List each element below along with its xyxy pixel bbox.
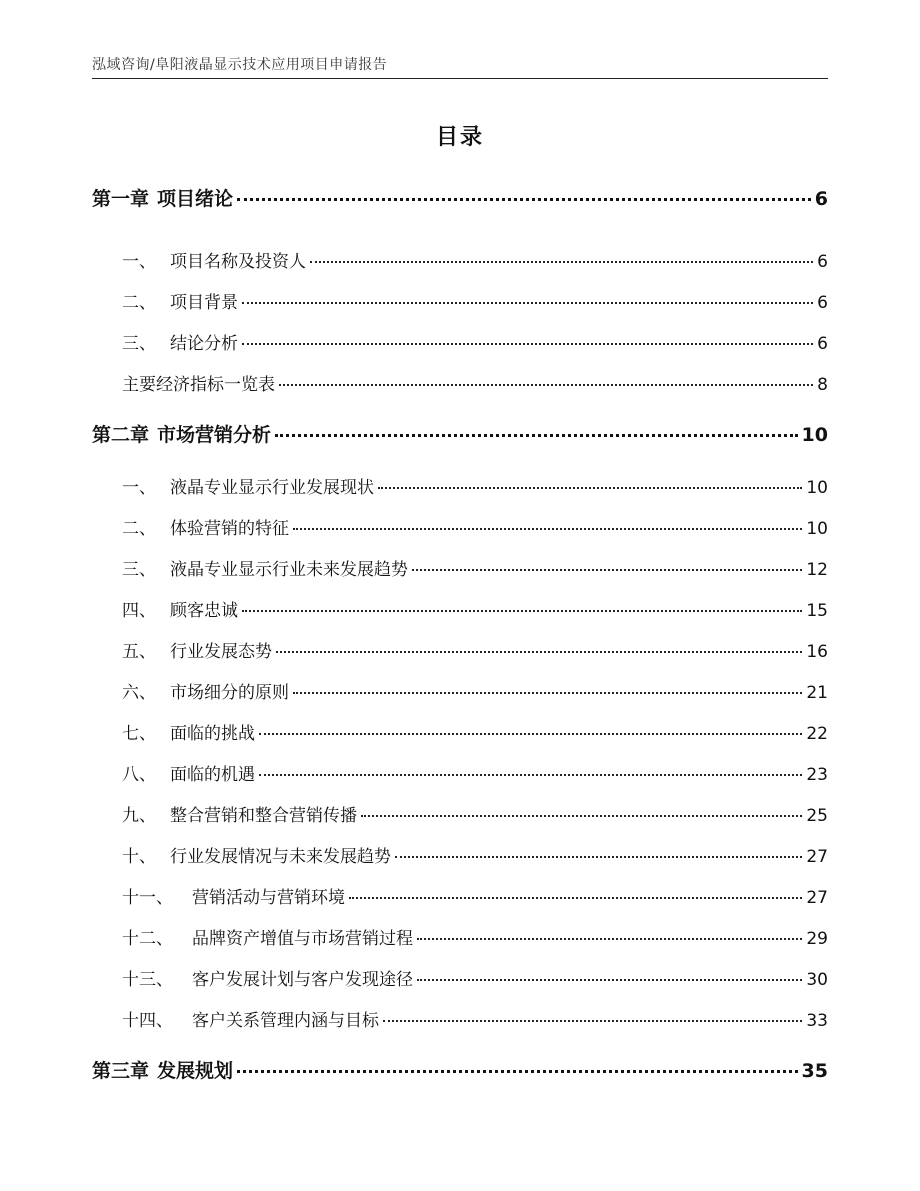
toc-entry-title: 营销活动与营销环境 — [192, 888, 345, 908]
toc-entry-page: 33 — [806, 1011, 828, 1031]
toc-entry-chapter-1[interactable] — [92, 184, 828, 211]
toc-entry-title: 项目背景 — [170, 293, 238, 313]
toc-entry-page: 10 — [806, 519, 828, 539]
toc-entry-number: 第二章 — [92, 424, 150, 446]
dot-leader — [242, 302, 813, 304]
toc-entry-page: 30 — [806, 970, 828, 990]
dot-leader — [378, 487, 802, 489]
toc-entry-number: 十、 — [122, 847, 156, 867]
dot-leader — [395, 856, 802, 858]
toc-entry-section[interactable] — [92, 514, 828, 539]
toc-entry-title: 行业发展态势 — [170, 642, 272, 662]
dot-leader — [259, 774, 802, 776]
toc-entry-number: 五、 — [122, 642, 156, 662]
toc-entry-page: 12 — [806, 560, 828, 580]
toc-entry-page: 29 — [806, 929, 828, 949]
toc-entry-title: 主要经济指标一览表 — [122, 375, 275, 395]
toc-entry-title: 发展规划 — [157, 1060, 234, 1082]
toc-entry-page: 6 — [814, 188, 828, 210]
dot-leader — [237, 198, 811, 201]
dot-leader — [349, 897, 802, 899]
dot-leader — [279, 384, 813, 386]
toc-entry-title: 市场营销分析 — [157, 424, 272, 446]
dot-leader — [383, 1020, 802, 1022]
dot-leader — [417, 979, 802, 981]
toc-entry-number: 十一、 — [122, 888, 173, 908]
toc-entry-page: 16 — [806, 642, 828, 662]
dot-leader — [237, 1070, 798, 1073]
toc-entry-title: 面临的机遇 — [170, 765, 255, 785]
toc-entry-number: 九、 — [122, 806, 156, 826]
toc-entry-title: 项目绪论 — [157, 188, 234, 210]
dot-leader — [293, 528, 802, 530]
toc-entry-page: 22 — [806, 724, 828, 744]
toc-entry-section[interactable] — [92, 842, 828, 867]
toc-entry-title: 品牌资产增值与市场营销过程 — [192, 929, 413, 949]
dot-leader — [259, 733, 802, 735]
toc-entry-title: 整合营销和整合营销传播 — [170, 806, 357, 826]
toc-entry-page: 6 — [817, 252, 828, 272]
table-of-contents — [92, 0, 828, 1191]
toc-entry-section[interactable] — [92, 596, 828, 621]
toc-entry-title: 体验营销的特征 — [170, 519, 289, 539]
toc-entry-page: 6 — [817, 334, 828, 354]
toc-entry-page: 23 — [806, 765, 828, 785]
toc-entry-number: 一、 — [122, 252, 156, 272]
toc-entry-number: 三、 — [122, 560, 156, 580]
toc-entry-title: 面临的挑战 — [170, 724, 255, 744]
toc-entry-page: 25 — [806, 806, 828, 826]
toc-entry-title: 客户发展计划与客户发现途径 — [192, 970, 413, 990]
toc-entry-title: 行业发展情况与未来发展趋势 — [170, 847, 391, 867]
toc-entry-page: 10 — [806, 478, 828, 498]
toc-entry-number: 第三章 — [92, 1060, 150, 1082]
toc-entry-number: 三、 — [122, 334, 156, 354]
toc-entry-section[interactable] — [92, 924, 828, 949]
toc-entry-section[interactable] — [92, 637, 828, 662]
dot-leader — [242, 610, 802, 612]
toc-entry-number: 二、 — [122, 293, 156, 313]
dot-leader — [275, 434, 798, 437]
toc-entry-section[interactable] — [92, 965, 828, 990]
toc-entry-title: 项目名称及投资人 — [170, 252, 306, 272]
toc-entry-title: 结论分析 — [170, 334, 238, 354]
toc-entry-section[interactable] — [92, 801, 828, 826]
toc-entry-title: 市场细分的原则 — [170, 683, 289, 703]
dot-leader — [242, 343, 813, 345]
toc-entry-section[interactable] — [92, 288, 828, 313]
dot-leader — [293, 692, 802, 694]
toc-entry-number: 第一章 — [92, 188, 150, 210]
toc-entry-chapter-3[interactable] — [92, 1056, 828, 1083]
toc-entry-page: 15 — [806, 601, 828, 621]
header-text: 泓域咨询/阜阳液晶显示技术应用项目申请报告 — [92, 57, 388, 73]
toc-entry-section[interactable] — [92, 719, 828, 744]
toc-entry-page: 10 — [801, 424, 828, 446]
toc-entry-number: 一、 — [122, 478, 156, 498]
toc-entry-number: 七、 — [122, 724, 156, 744]
toc-entry-section[interactable] — [92, 678, 828, 703]
toc-title: 目录 — [435, 125, 484, 150]
toc-entry-section[interactable] — [92, 329, 828, 354]
toc-entry-number: 十三、 — [122, 970, 173, 990]
toc-entry-table[interactable] — [92, 370, 828, 395]
toc-entry-section[interactable] — [92, 760, 828, 785]
toc-entry-page: 6 — [817, 293, 828, 313]
toc-entry-section[interactable] — [92, 247, 828, 272]
toc-entry-section[interactable] — [92, 473, 828, 498]
dot-leader — [417, 938, 802, 940]
dot-leader — [276, 651, 802, 653]
toc-entry-number: 六、 — [122, 683, 156, 703]
toc-entry-page: 35 — [801, 1060, 828, 1082]
toc-entry-page: 27 — [806, 888, 828, 908]
toc-entry-page: 8 — [817, 375, 828, 395]
toc-entry-section[interactable] — [92, 555, 828, 580]
toc-entry-title: 液晶专业显示行业未来发展趋势 — [170, 560, 408, 580]
toc-entry-number: 十四、 — [122, 1011, 173, 1031]
toc-entry-number: 四、 — [122, 601, 156, 621]
toc-entry-number: 二、 — [122, 519, 156, 539]
toc-entry-page: 27 — [806, 847, 828, 867]
dot-leader — [310, 261, 813, 263]
toc-entry-title: 客户关系管理内涵与目标 — [192, 1011, 379, 1031]
toc-entry-section[interactable] — [92, 1006, 828, 1031]
dot-leader — [361, 815, 802, 817]
toc-entry-number: 八、 — [122, 765, 156, 785]
toc-entry-chapter-2[interactable] — [92, 420, 828, 447]
toc-entry-section[interactable] — [92, 883, 828, 908]
toc-entry-page: 21 — [806, 683, 828, 703]
toc-entry-title: 液晶专业显示行业发展现状 — [170, 478, 374, 498]
dot-leader — [412, 569, 802, 571]
toc-entry-title: 顾客忠诚 — [170, 601, 238, 621]
toc-entry-number: 十二、 — [122, 929, 173, 949]
